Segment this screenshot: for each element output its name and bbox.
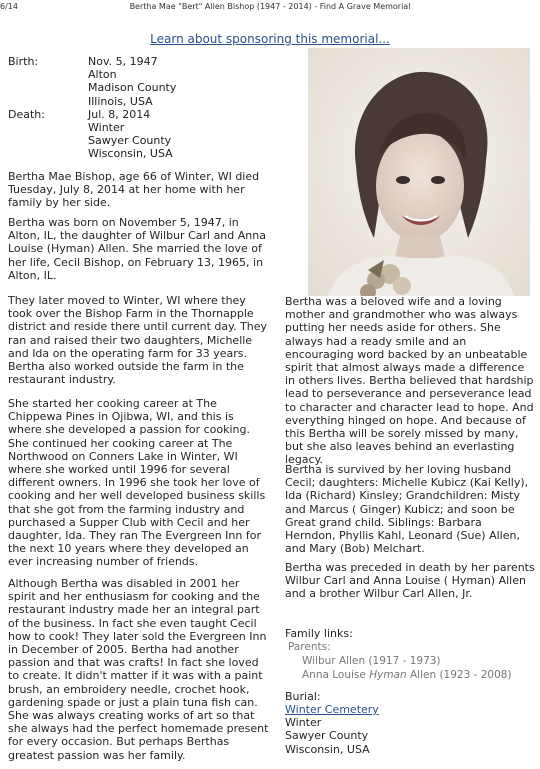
bio-paragraph-5: Although Bertha was disabled in 2001 her spirit and her enthusiasm for cooking and the restaurant industry made her an integral part of the business. In fact she even taught Cecil how to cook! They later sold the Evergreen Inn in December of 2005. Bertha had another passion and that was crafts! In fact she loved to create. It didn't matter if it was with a paint brush, an embroidery needle, crochet hook, gardening spade or just a plain tuna fish can. She was always creating works of art so that she always had the perfect homemade present for every occasion. But perhaps Berthas greatest passion was her family.	[8, 577, 269, 762]
vitals-table	[8, 55, 268, 161]
death-city: Winter	[88, 121, 125, 135]
page-title: Bertha Mae "Bert" Allen Bishop (1947 - 2014) - Find A Grave Memorial	[129, 2, 411, 11]
bio-paragraph-7: Bertha is survived by her loving husband Cecil; daughters: Michelle Kubicz (Kai Kelly), Ida (Richard) Kinsley; Grandchildren: Misty and Marcus ( Ginger) Kubicz; and soon be Great grand child. Siblings: Barbara Herndon, Phyllis Kahl, Leonard (Sue) Allen, and Mary (Bob) Melchart.	[285, 463, 529, 556]
sponsor-link[interactable]: Learn about sponsoring this memorial...	[150, 32, 390, 46]
portrait-image	[308, 48, 530, 296]
mother-first-name: Anna Louise	[302, 669, 366, 681]
burial-details	[285, 703, 535, 756]
birth-county: Madison County	[88, 81, 177, 95]
burial-city: Winter	[285, 716, 322, 730]
birth-label: Birth:	[8, 55, 39, 68]
death-state: Wisconsin, USA	[88, 147, 173, 161]
family-links-heading: Family links:	[285, 627, 353, 640]
death-date: Jul. 8, 2014	[88, 107, 151, 121]
bio-paragraph-1: Bertha Mae Bishop, age 66 of Winter, WI died Tuesday, July 8, 2014 at her home with her family by her side.	[8, 170, 260, 210]
bio-paragraph-6: Bertha was a beloved wife and a loving mother and grandmother who was always putting her needs aside for others. She always had a ready smile and an encouraging word backed by an unbeatable spirit that almost always made a difference in others lives. Bertha believed that hardship lead to perseverance and perseverance lead to character and character lead to hope. And everything hinged on hope. And because of this Bertha will be sorely missed by many, but she also leaves behind an everlasting legacy.	[285, 295, 534, 467]
father-link[interactable]: Wilbur Allen (1917 - 1973)	[302, 655, 441, 667]
mother-link[interactable]	[302, 669, 512, 682]
memorial-photo[interactable]	[308, 48, 530, 296]
burial-county: Sawyer County	[285, 729, 369, 743]
print-date: 6/14	[0, 2, 18, 11]
parents-label: Parents:	[288, 641, 331, 653]
burial-heading: Burial:	[285, 690, 321, 703]
death-county: Sawyer County	[88, 134, 172, 148]
death-label: Death:	[8, 107, 45, 121]
mother-maiden-name: Hyman	[369, 669, 407, 681]
bio-paragraph-2: Bertha was born on November 5, 1947, in Alton, IL, the daughter of Wilbur Carl and Anna Louise (Hyman) Allen. She married the love of her life, Cecil Bishop, on February 13, 1965, in Alton, IL.	[8, 216, 266, 282]
cemetery-link[interactable]: Winter Cemetery	[285, 703, 379, 716]
bio-paragraph-4: She started her cooking career at The Chippewa Pines in Ojibwa, WI, and this is where she developed a passion for cooking. She continued her cooking career at The Northwood on Conners Lake in Winter, WI where she worked until 1996 for several different owners. In 1996 she took her love of cooking and her well developed business skills that she got from the farming industry and purchased a Supper Club with Cecil and her daughter, Ida. They ran The Evergreen Inn for the next 10 years where they developed an ever increasing number of friends.	[8, 397, 266, 569]
mother-last-name: Allen (1923 - 2008)	[409, 669, 512, 681]
birth-date: Nov. 5, 1947	[88, 55, 158, 68]
bio-paragraph-3: They later moved to Winter, WI where they took over the Bishop Farm in the Thornapple district and reside there until current day. They ran and raised their two daughters, Michelle and Ida on the operating farm for 33 years. Bertha also worked outside the farm in the restaurant industry.	[8, 294, 268, 387]
birth-state: Illinois, USA	[88, 94, 153, 108]
bio-paragraph-8: Bertha was preceded in death by her parents Wilbur Carl and Anna Louise ( Hyman) Allen and a brother Wilbur Carl Allen, Jr.	[285, 561, 535, 601]
birth-city: Alton	[88, 68, 117, 82]
burial-state: Wisconsin, USA	[285, 742, 370, 756]
